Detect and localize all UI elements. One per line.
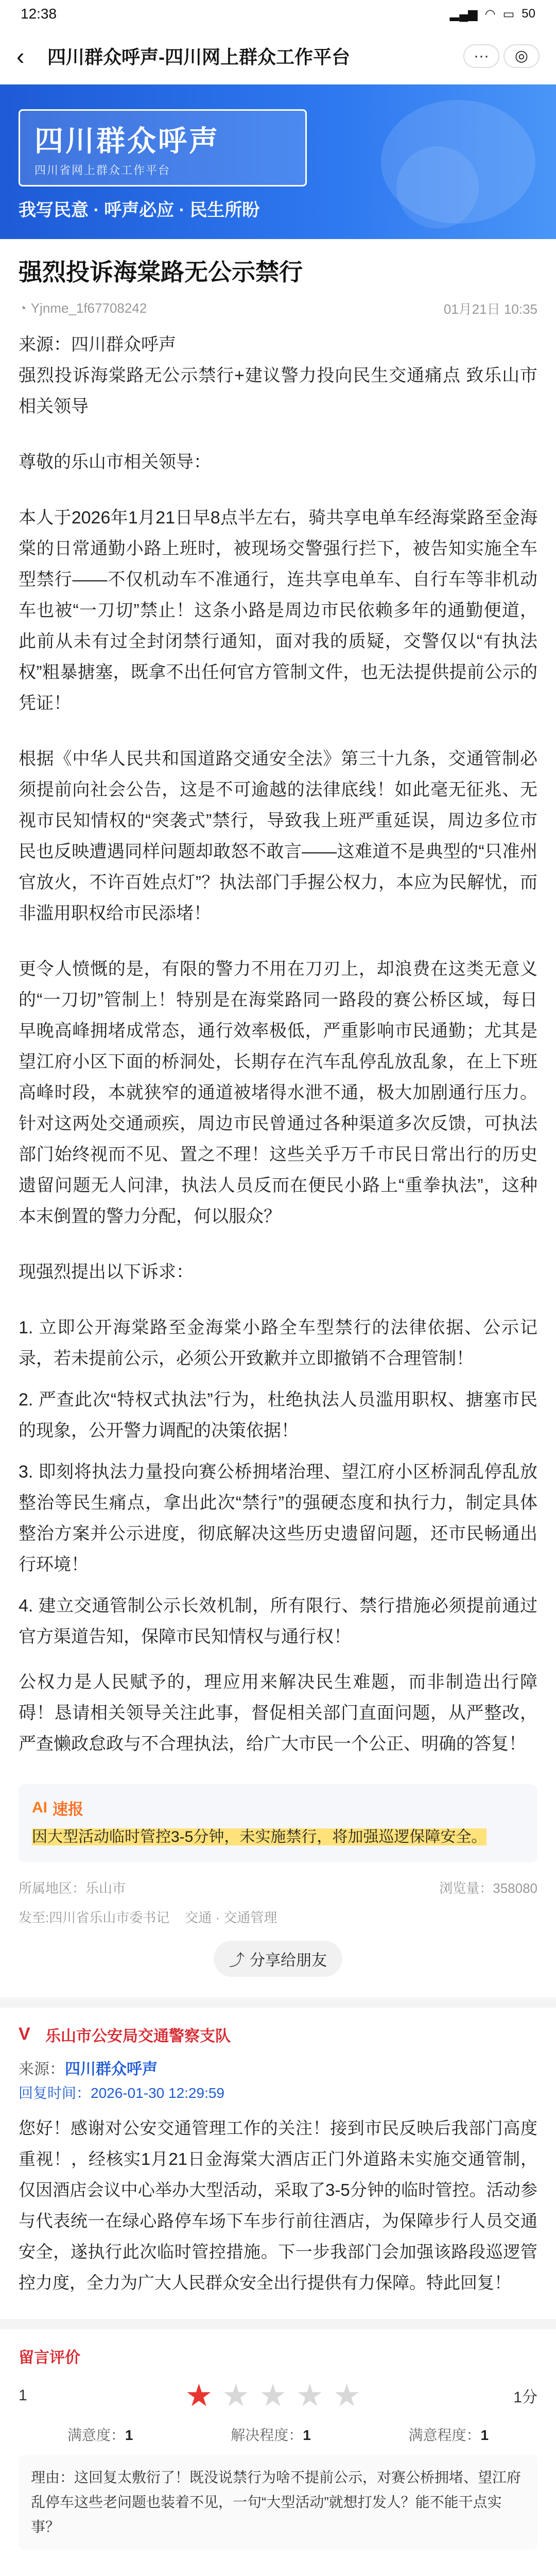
close-icon[interactable]: ◎ bbox=[503, 44, 540, 68]
logo-sub-text: 四川省网上群众工作平台 bbox=[34, 163, 171, 177]
article-views: 浏览量：358080 bbox=[439, 1880, 537, 1896]
comment-rating bbox=[0, 2329, 556, 2565]
verified-icon: V bbox=[19, 2024, 30, 2044]
reply-header bbox=[19, 2023, 537, 2046]
share-label: 分享给朋友 bbox=[250, 1952, 327, 1969]
satisfaction-label: 解决程度： bbox=[231, 2427, 303, 2443]
article-source: 来源：四川群众呼声 bbox=[19, 335, 176, 354]
banner bbox=[0, 84, 556, 239]
status-bar bbox=[0, 0, 556, 28]
article-tags bbox=[19, 1907, 537, 1926]
article-region: 所属地区：乐山市 bbox=[19, 1880, 126, 1896]
star-icon: ★ bbox=[259, 2378, 287, 2413]
article-paragraph: 更令人愤慨的是，有限的警力不用在刀刃上，却浪费在这类无意义的“一刀切”管制上！特别是在海棠路同一路段的赛公桥区域，每日早晚高峰拥堵成常态，通行效率极低，严重影响市民通勤；尤其是望江府小区下面的桥洞处，长期存在汽车乱停乱放乱象，在上下班高峰时段，本就狭窄的通道被堵得水泄不通，极大加剧通行压力。针对这两处交通顽疾，周边市民曾通过各种渠道多次反馈，可执法部门始终视而不见、置之不理！这些关乎万千市民日常出行的历史遗留问题无人问津，执法人员反而在便民小路上“重拳执法”，这种本末倒置的警力分配，何以服众？ bbox=[19, 959, 537, 1226]
official-reply bbox=[0, 2008, 556, 2314]
reply-source-label: 来源： bbox=[19, 2061, 65, 2078]
status-icons bbox=[450, 7, 535, 22]
star-icon: ★ bbox=[333, 2378, 361, 2413]
comment-text: 理由：这回复太敷衍了！既没说禁行为啥不提前公示，对赛公桥拥堵、望江府乱停车这些老问题也装着不见，一句“大型活动”就想打发人？能不能干点实事？ bbox=[19, 2455, 537, 2550]
satisfaction-item bbox=[231, 2424, 311, 2445]
section-divider bbox=[0, 1997, 556, 2008]
banner-slogan: 我写民意 · 呼声必应 · 民生所盼 bbox=[19, 200, 260, 220]
ai-speed-read bbox=[19, 1784, 537, 1862]
demand-item: 2. 严查此次“特权式执法”行为，杜绝执法人员滥用职权、搪塞市民的现象，公开警力调配的决策依据！ bbox=[19, 1390, 537, 1440]
demand-item: 4. 建立交通管制公示长效机制，所有限行、禁行措施必须提前通过官方渠道告知，保障市民知情权与通行权！ bbox=[19, 1596, 537, 1647]
battery-icon: ▭ bbox=[502, 7, 515, 21]
article-paragraph: 本人于2026年1月21日早8点半左右，骑共享电单车经海棠路至金海棠的日常通勤小路上班时，被现场交警强行拦下，被告知实施全车型禁行——不仅机动车不准通行，连共享电单车、自行车等非机动车也被“一刀切”禁止！这条小路是周边市民依赖多年的通勤便道，此前从未有过全封闭禁行通知，面对我的质疑，交警仅以“有执法权”粗暴搪塞，既拿不出任何官方管制文件，也无法提供提前公示的凭证！ bbox=[19, 508, 537, 713]
reply-source bbox=[19, 2056, 537, 2079]
article-category: 交通 · 交通管理 bbox=[185, 1910, 277, 1925]
rating-stars bbox=[185, 2378, 361, 2414]
satisfaction-value: 1 bbox=[125, 2427, 133, 2443]
ai-icon: AI bbox=[32, 1799, 47, 1816]
article-greeting: 尊敬的乐山市相关领导： bbox=[19, 452, 211, 472]
satisfaction-item bbox=[67, 2424, 133, 2445]
article-recipient: 发至:四川省乐山市委书记 bbox=[19, 1910, 170, 1925]
article-meta bbox=[19, 299, 537, 318]
reply-org: 乐山市公安局交通警察支队 bbox=[45, 2028, 231, 2045]
satisfaction-label: 满意度： bbox=[67, 2427, 125, 2443]
back-arrow-icon[interactable]: ‹ bbox=[16, 42, 25, 70]
satisfaction-value: 1 bbox=[480, 2427, 489, 2443]
rating-left-value: 1 bbox=[19, 2387, 27, 2404]
article-title: 强烈投诉海棠路无公示禁行 bbox=[19, 259, 303, 285]
article-subject: 强烈投诉海棠路无公示禁行+建议警力投向民生交通痛点 致乐山市相关领导 bbox=[19, 366, 537, 416]
star-icon: ★ bbox=[296, 2378, 324, 2413]
share-button[interactable] bbox=[214, 1941, 342, 1977]
demand-item: 1. 立即公开海棠路至金海棠小路全车型禁行的法律依据、公示记录，若未提前公示，必须公开致歉并立即撤销不合理管制！ bbox=[19, 1318, 537, 1368]
article bbox=[0, 239, 556, 1977]
more-icon[interactable]: ··· bbox=[463, 44, 499, 68]
reply-time: 回复时间：2026-01-30 12:29:59 bbox=[19, 2085, 224, 2101]
ai-speed-read-text bbox=[32, 1824, 524, 1850]
article-demands-intro: 现强烈提出以下诉求： bbox=[19, 1262, 194, 1282]
status-time: 12:38 bbox=[21, 6, 57, 22]
site-logo bbox=[19, 109, 307, 187]
user-icon: ◔ bbox=[19, 300, 27, 316]
article-author bbox=[19, 299, 147, 318]
star-icon: ★ bbox=[222, 2378, 250, 2413]
satisfaction-label: 满意程度： bbox=[408, 2427, 481, 2443]
satisfaction-row bbox=[19, 2424, 537, 2445]
page-title: 四川群众呼声-四川网上群众工作平台 bbox=[47, 46, 350, 67]
article-date: 01月21日 10:35 bbox=[443, 301, 537, 317]
author-name: Yjnme_1f67708242 bbox=[30, 300, 147, 316]
banner-decoration-2 bbox=[396, 146, 479, 229]
signal-icon: ▂▄▆ bbox=[449, 7, 478, 21]
ai-speed-read-highlight: 因大型活动临时管控3-5分钟，未实施禁行，将加强巡逻保障安全。 bbox=[32, 1828, 487, 1845]
logo-main-text: 四川群众呼声 bbox=[34, 124, 220, 157]
battery-level: 50 bbox=[522, 7, 535, 21]
share-icon: ⤴ bbox=[229, 1952, 245, 1969]
satisfaction-value: 1 bbox=[303, 2427, 311, 2443]
reply-text: 您好！感谢对公安交通管理工作的关注！接到市民反映后我部门高度重视！，经核实1月21日金海棠大酒店正门外道路未实施交通管制，仅因酒店会议中心举办大型活动，采取了3-5分钟的临时管控。活动参与代表统一在绿心路停车场下车步行前往酒店，为保障步行人员交通安全，遂执行此次临时管控措施。下一步我部门会加强该路段巡逻管控力度，全力为广大人民群众安全出行提供有力保障。特此回复！ bbox=[19, 2119, 537, 2292]
rating-score: 1分 bbox=[513, 2389, 537, 2406]
ai-speed-read-header bbox=[32, 1797, 524, 1819]
reply-source-value: 四川群众呼声 bbox=[65, 2061, 158, 2078]
wifi-icon: ◠ bbox=[484, 7, 496, 21]
section-divider bbox=[0, 2319, 556, 2329]
article-closing: 公权力是人民赋予的，理应用来解决民生难题，而非制造出行障碍！恳请相关领导关注此事，督促相关部门直面问题，从严整改，严查懒政怠政与不合理执法，给广大市民一个公正、明确的答复！ bbox=[19, 1672, 537, 1754]
demand-item: 3. 即刻将执法力量投向赛公桥拥堵治理、望江府小区桥洞乱停乱放整治等民生痛点，拿出此次“禁行”的强硬态度和执行力，制定具体整治方案并公示进度，彻底解决这些历史遗留问题，还市民畅通出行环境！ bbox=[19, 1462, 537, 1574]
app-title-bar bbox=[0, 28, 556, 84]
rating-row bbox=[19, 2378, 537, 2414]
article-stats bbox=[19, 1878, 537, 1897]
comment-rating-label: 留言评价 bbox=[19, 2349, 80, 2366]
satisfaction-item bbox=[409, 2424, 489, 2445]
star-icon: ★ bbox=[185, 2378, 213, 2413]
ai-speed-read-label: 速报 bbox=[53, 1801, 83, 1818]
article-paragraph: 根据《中华人民共和国道路交通安全法》第三十九条，交通管制必须提前向社会公告，这是不可逾越的法律底线！如此毫无征兆、无视市民知情权的“突袭式”禁行，导致我上班严重延误，周边多位市民也反映遭遇同样问题却敢怒不敢言——这难道不是典型的“只准州官放火，不许百姓点灯”？执法部门手握公权力，本应为民解忧，而非滥用职权给市民添堵！ bbox=[19, 749, 537, 923]
